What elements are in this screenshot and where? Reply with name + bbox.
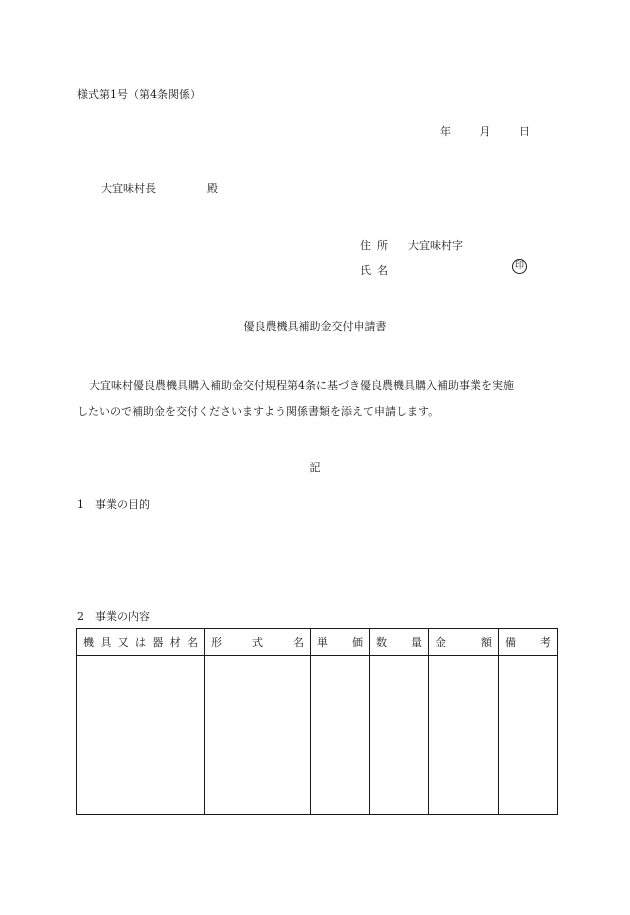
cell-unit-price[interactable] (311, 656, 370, 815)
document-title: 優良農機具補助金交付申請書 (243, 320, 387, 333)
date-day: 日 (519, 125, 530, 138)
col-header-item-name (77, 629, 205, 656)
cell-remarks[interactable] (499, 656, 558, 815)
col-header-quantity-text (370, 634, 428, 650)
table-header-row (77, 629, 558, 656)
date-year: 年 (440, 125, 451, 138)
body-paragraph (77, 373, 557, 425)
form-number: 様式第1号（第4条関係） (77, 88, 201, 101)
col-header-model-text (205, 634, 310, 650)
cell-item-name[interactable] (77, 656, 205, 815)
section-content-heading: 2 事業の内容 (77, 610, 150, 623)
cell-amount[interactable] (429, 656, 499, 815)
header-char: 名 (186, 636, 198, 649)
col-header-amount (429, 629, 499, 656)
header-char: 量 (411, 636, 422, 649)
col-header-remarks (499, 629, 558, 656)
header-char: 形 (211, 636, 222, 649)
header-char: 備 (505, 636, 516, 649)
header-char: 単 (317, 636, 328, 649)
col-header-item-name-text (77, 634, 204, 650)
header-char: 材 (169, 636, 181, 649)
date-month: 月 (479, 125, 491, 138)
cell-quantity[interactable] (370, 656, 429, 815)
header-char: 式 (252, 636, 263, 649)
address-label: 住所 (360, 239, 394, 252)
address-value: 大宜味村字 (408, 239, 463, 252)
col-header-unit-price-text (311, 634, 369, 650)
header-char: 価 (352, 636, 363, 649)
recipient-name: 大宜味村長 (101, 182, 156, 195)
items-table (76, 628, 558, 815)
cell-model[interactable] (205, 656, 311, 815)
body-line-1: 大宜味村優良農機具購入補助金交付規程第4条に基づき優良農機具購入補助事業を実施 (89, 379, 514, 392)
header-char: 考 (540, 636, 551, 649)
header-char: 額 (481, 636, 492, 649)
header-char: 名 (293, 636, 304, 649)
header-char: 金 (435, 636, 446, 649)
name-label: 氏名 (360, 264, 394, 277)
header-char: 機 (83, 636, 94, 649)
col-header-quantity (370, 629, 429, 656)
date-line (440, 123, 530, 139)
recipient-honorific: 殿 (207, 182, 218, 195)
table-row (77, 656, 558, 815)
header-char: は (134, 636, 146, 649)
ki-heading: 記 (309, 461, 321, 474)
header-char: 器 (152, 636, 164, 649)
col-header-model (205, 629, 311, 656)
header-char: 具 (100, 636, 112, 649)
header-char: 又 (117, 636, 129, 649)
col-header-unit-price (311, 629, 370, 656)
section-purpose-heading: 1 事業の目的 (77, 498, 150, 511)
col-header-remarks-text (499, 634, 557, 650)
header-char: 数 (376, 636, 387, 649)
seal-mark: 印 (512, 259, 527, 274)
col-header-amount-text (429, 634, 498, 650)
body-line-2: したいので補助金を交付くださいますよう関係書類を添えて申請します。 (77, 405, 440, 418)
